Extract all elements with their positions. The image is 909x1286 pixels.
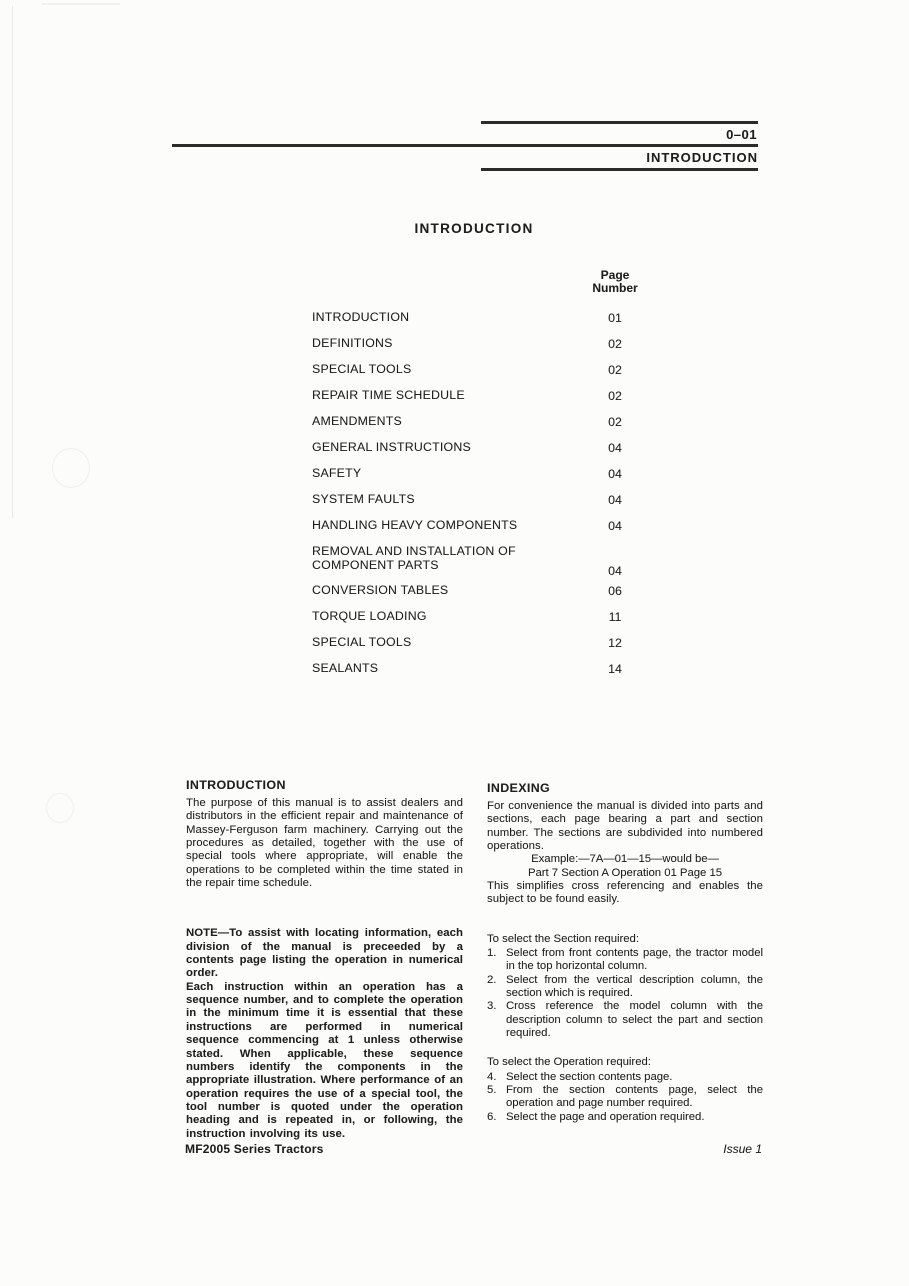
list-item-number: 2. <box>487 973 497 986</box>
introduction-paragraph: The purpose of this manual is to assist dealers and distributors in the efficient repair and maintenance of Massey-Ferguson farm machinery. Carrying out the procedures as detailed, together with the use of special tools where appropriate, will enable the operations to be completed within the time stated in the repair time schedule. <box>186 797 463 890</box>
section-list <box>487 947 763 1040</box>
toc-entry-label: INTRODUCTION <box>312 310 410 324</box>
indexing-heading: INDEXING <box>487 781 551 795</box>
scan-artifact-punch-hole <box>46 793 74 823</box>
toc-row <box>312 311 645 337</box>
page-title: INTRODUCTION <box>414 221 534 236</box>
toc-entry-page: 06 <box>608 584 622 598</box>
toc-entry-label: SPECIAL TOOLS <box>312 362 412 376</box>
toc-entry-page: 01 <box>608 311 622 325</box>
header-section-title: INTRODUCTION <box>646 150 758 165</box>
toc-entry-label: AMENDMENTS <box>312 414 402 428</box>
footer-issue-number: Issue 1 <box>723 1142 762 1156</box>
toc-row <box>312 545 645 584</box>
table-of-contents <box>312 311 645 688</box>
toc-entry-page: 12 <box>608 636 622 650</box>
toc-entry-label: REPAIR TIME SCHEDULE <box>312 388 465 402</box>
toc-page-header-line1: Page <box>600 268 630 282</box>
list-item-text: Select the section contents page. <box>506 1070 673 1083</box>
toc-row <box>312 662 645 688</box>
list-item-text: Cross reference the model column with the description column to select the part and section required. <box>506 1000 763 1040</box>
toc-row <box>312 584 645 610</box>
operation-list-intro: To select the Operation required: <box>487 1056 651 1069</box>
list-item-text: Select from the vertical description column, the section which is required. <box>506 973 763 1000</box>
page-code: 0–01 <box>726 127 757 142</box>
toc-row <box>312 467 645 493</box>
toc-entry-page: 04 <box>608 519 622 533</box>
list-item-number: 5. <box>487 1084 497 1097</box>
toc-row <box>312 363 645 389</box>
toc-entry-page: 14 <box>608 662 622 676</box>
toc-row <box>312 389 645 415</box>
toc-row <box>312 519 645 545</box>
footer-model-name: MF2005 Series Tractors <box>185 1142 324 1156</box>
indexing-paragraph-2: This simplifies cross referencing and enables the subject to be found easily. <box>487 879 763 906</box>
indexing-paragraph-1: For convenience the manual is divided into parts and sections, each page bearing a part and section number. The sections are subdivided into numbered operations. <box>487 800 763 853</box>
list-item <box>487 947 763 974</box>
list-item <box>487 1071 763 1084</box>
list-item <box>487 974 763 1001</box>
header-rule-top <box>481 121 758 124</box>
operation-list <box>487 1071 763 1124</box>
toc-entry-label <box>312 545 585 572</box>
toc-row <box>312 441 645 467</box>
toc-entry-page: 02 <box>608 415 622 429</box>
list-item-text: Select the page and operation required. <box>506 1110 705 1123</box>
toc-entry-label: SAFETY <box>312 466 362 480</box>
list-item-text: Select from front contents page, the tractor model in the top horizontal column. <box>506 947 763 973</box>
toc-entry-label: DEFINITIONS <box>312 336 393 350</box>
toc-entry-page: 04 <box>608 493 622 507</box>
toc-entry-page: 04 <box>608 467 622 481</box>
list-item <box>487 1000 763 1040</box>
toc-row <box>312 415 645 441</box>
scan-artifact-line <box>12 6 13 518</box>
toc-entry-label: TORQUE LOADING <box>312 609 427 623</box>
section-list-intro: To select the Section required: <box>487 932 639 945</box>
note-block <box>186 927 463 1141</box>
toc-row <box>312 636 645 662</box>
toc-entry-page: 02 <box>608 389 622 403</box>
toc-entry-label-line1: REMOVAL AND INSTALLATION OF <box>312 544 516 558</box>
toc-entry-page: 11 <box>608 610 622 624</box>
toc-entry-page: 02 <box>608 337 622 351</box>
list-item-number: 1. <box>487 947 497 959</box>
toc-entry-label: CONVERSION TABLES <box>312 583 449 597</box>
introduction-section <box>186 778 463 1141</box>
toc-entry-page: 02 <box>608 363 622 377</box>
toc-entry-page: 04 <box>608 564 622 578</box>
list-item-number: 3. <box>487 1000 497 1013</box>
note-paragraph-2: Each instruction within an operation has a sequence number, and to complete the operation in the minimum time it is essential that these instructions are performed in numerical sequence commencing at 1 unless otherwise stated. When applicable, these sequence numbers identify the components in the appropriate illustration. Where performance of an operation requires the use of a special tool, the tool number is quoted under the operation heading and is repeated in, or following, the instruction involving its use. <box>186 980 463 1140</box>
indexing-example-line1: Example:—7A—01—15—would be— <box>531 853 719 866</box>
toc-page-number-header <box>585 269 645 295</box>
toc-row <box>312 337 645 363</box>
toc-page-header-line2: Number <box>592 281 638 295</box>
list-item-number: 4. <box>487 1070 497 1083</box>
toc-entry-label: HANDLING HEAVY COMPONENTS <box>312 518 518 532</box>
toc-entry-page: 04 <box>608 441 622 455</box>
list-item-text: From the section contents page, select the operation and page number required. <box>506 1084 763 1110</box>
list-item-number: 6. <box>487 1110 497 1123</box>
header-rule-bottom <box>481 168 758 171</box>
toc-entry-label-line2: COMPONENT PARTS <box>312 557 439 572</box>
scan-artifact-smudge <box>42 3 120 5</box>
indexing-example-line2: Part 7 Section A Operation 01 Page 15 <box>527 866 723 879</box>
toc-row <box>312 610 645 636</box>
toc-entry-label: SEALANTS <box>312 661 379 675</box>
toc-entry-label: SYSTEM FAULTS <box>312 492 415 506</box>
list-item <box>487 1084 763 1111</box>
scan-artifact-punch-hole <box>52 448 90 488</box>
list-item <box>487 1111 763 1124</box>
indexing-section <box>487 781 763 1124</box>
header-rule-middle <box>172 144 758 147</box>
introduction-heading: INTRODUCTION <box>186 778 286 792</box>
toc-row <box>312 493 645 519</box>
toc-entry-label: GENERAL INSTRUCTIONS <box>312 440 471 454</box>
note-paragraph-1: NOTE—To assist with locating information, each division of the manual is preceeded by a contents page listing the operation in numerical order. <box>186 927 463 980</box>
toc-entry-label: SPECIAL TOOLS <box>312 635 412 649</box>
